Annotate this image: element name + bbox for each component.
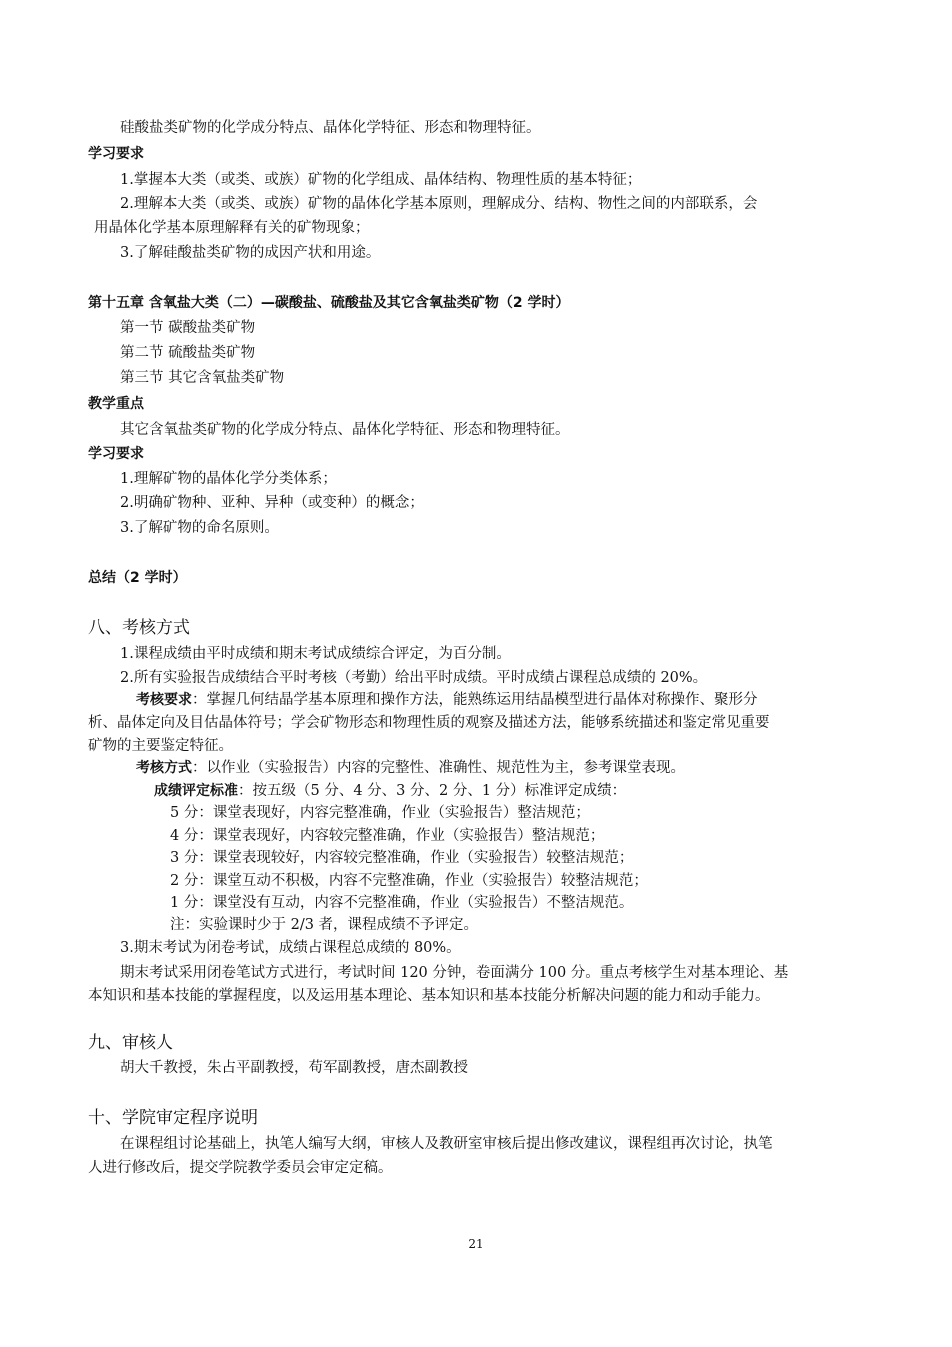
grade-item: 4 分：课堂表现好，内容较完整准确，作业（实验报告）整洁规范； bbox=[170, 828, 605, 844]
summary-heading: 总结（2 学时） bbox=[88, 570, 187, 586]
section-title-assessment: 八、考核方式 bbox=[88, 618, 190, 638]
paragraph-line: 硅酸盐类矿物的化学成分特点、晶体化学特征、形态和物理特征。 bbox=[120, 120, 541, 136]
section-heading-learning-requirements: 学习要求 bbox=[88, 146, 144, 162]
list-item: 2.明确矿物种、亚种、异种（或变种）的概念； bbox=[120, 495, 424, 511]
label-text: ：以作业（实验报告）内容的完整性、准确性、规范性为主，参考课堂表现。 bbox=[192, 760, 685, 776]
section-title-approval-procedure: 十、学院审定程序说明 bbox=[88, 1108, 258, 1128]
list-item: 3.了解矿物的命名原则。 bbox=[120, 520, 279, 536]
label-assessment-method: 考核方式 bbox=[136, 760, 192, 776]
list-item: 3.期末考试为闭卷考试，成绩占课程总成绩的 80%。 bbox=[120, 940, 461, 956]
paragraph-line: 在课程组讨论基础上，执笔人编写大纲，审核人及教研室审核后提出修改建议，课程组再次讨论，执笔 bbox=[120, 1136, 773, 1152]
list-item: 3.了解硅酸盐类矿物的成因产状和用途。 bbox=[120, 245, 381, 261]
paragraph-line: 矿物的主要鉴定特征。 bbox=[88, 738, 233, 754]
label-text: ：掌握几何结晶学基本原理和操作方法，能熟练运用结晶模型进行晶体对称操作、聚形分 bbox=[192, 692, 758, 708]
note: 注：实验课时少于 2/3 者，课程成绩不予评定。 bbox=[170, 917, 479, 933]
paragraph-line: 其它含氧盐类矿物的化学成分特点、晶体化学特征、形态和物理特征。 bbox=[120, 422, 570, 438]
chapter-heading: 第十五章 含氧盐大类（二）—碳酸盐、硫酸盐及其它含氧盐类矿物（2 学时） bbox=[88, 295, 570, 311]
grade-item: 5 分：课堂表现好，内容完整准确，作业（实验报告）整洁规范； bbox=[170, 805, 590, 821]
grade-item: 1 分：课堂没有互动，内容不完整准确，作业（实验报告）不整洁规范。 bbox=[170, 895, 634, 911]
list-item: 2.所有实验报告成绩结合平时考核（考勤）给出平时成绩。平时成绩占课程总成绩的 20%。 bbox=[120, 670, 708, 686]
paragraph-line: 析、晶体定向及目估晶体符号；学会矿物形态和物理性质的观察及描述方法，能够系统描述和鉴定常见重要 bbox=[88, 715, 770, 731]
section-heading-learning-requirements: 学习要求 bbox=[88, 446, 144, 462]
label-assessment-requirements: 考核要求 bbox=[136, 692, 192, 708]
paragraph-line: 人进行修改后，提交学院教学委员会审定定稿。 bbox=[88, 1160, 393, 1176]
section-item: 第二节 硫酸盐类矿物 bbox=[120, 345, 256, 361]
page-number: 21 bbox=[468, 1237, 484, 1251]
label-grading-standard: 成绩评定标准 bbox=[154, 783, 238, 799]
section-item: 第一节 碳酸盐类矿物 bbox=[120, 320, 256, 336]
list-item: 1.理解矿物的晶体化学分类体系； bbox=[120, 471, 337, 487]
reviewers-list: 胡大千教授，朱占平副教授，苟军副教授，唐杰副教授 bbox=[120, 1060, 468, 1076]
paragraph-line bbox=[136, 690, 758, 710]
grade-item: 3 分：课堂表现较好，内容较完整准确，作业（实验报告）较整洁规范； bbox=[170, 850, 634, 866]
list-item: 2.理解本大类（或类、或族）矿物的晶体化学基本原则，理解成分、结构、物性之间的内部联系，会 bbox=[120, 196, 758, 212]
list-item: 1.掌握本大类（或类、或族）矿物的化学组成、晶体结构、物理性质的基本特征； bbox=[120, 172, 642, 188]
section-heading-teaching-focus: 教学重点 bbox=[88, 396, 144, 412]
label-text: ：按五级（5 分、4 分、3 分、2 分、1 分）标准评定成绩： bbox=[238, 783, 627, 799]
paragraph-line: 本知识和基本技能的掌握程度，以及运用基本理论、基本知识和基本技能分析解决问题的能力和动手能力。 bbox=[88, 988, 770, 1004]
grade-item: 2 分：课堂互动不积极，内容不完整准确，作业（实验报告）较整洁规范； bbox=[170, 873, 648, 889]
paragraph-line: 期末考试采用闭卷笔试方式进行，考试时间 120 分钟，卷面满分 100 分。重点考核学生对基本理论、基 bbox=[120, 965, 789, 981]
section-item: 第三节 其它含氧盐类矿物 bbox=[120, 370, 285, 386]
paragraph-line bbox=[154, 781, 626, 801]
list-item-continuation: 用晶体化学基本原理解释有关的矿物现象； bbox=[94, 220, 370, 236]
list-item: 1.课程成绩由平时成绩和期末考试成绩综合评定，为百分制。 bbox=[120, 646, 511, 662]
section-title-reviewers: 九、审核人 bbox=[88, 1033, 173, 1053]
paragraph-line bbox=[136, 758, 685, 778]
